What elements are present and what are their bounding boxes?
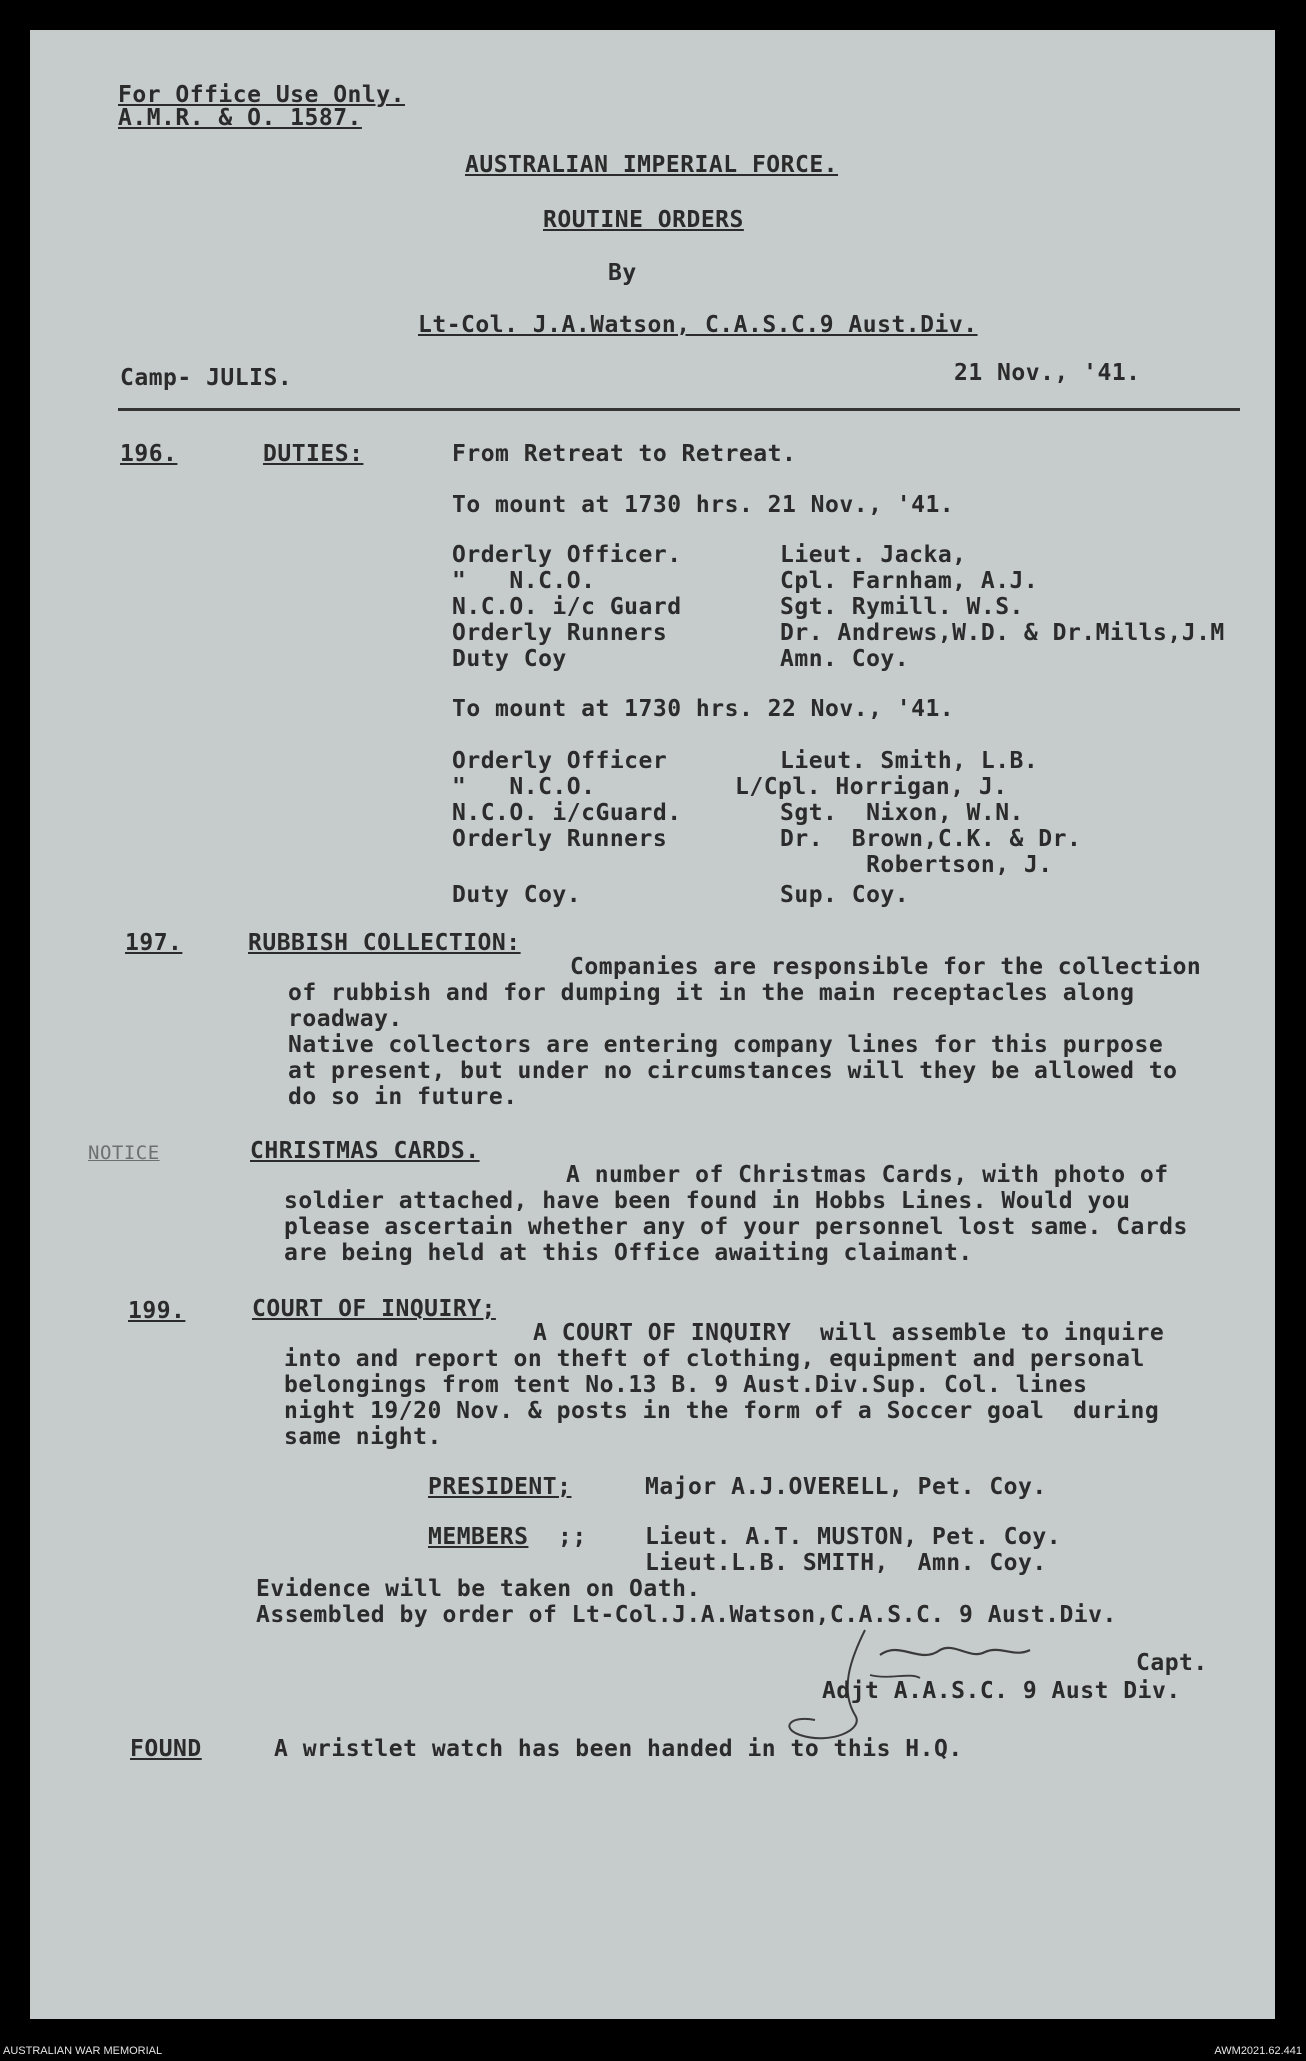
roster-2-name: Robertson, J. <box>780 852 1053 878</box>
order-197-line: Companies are responsible for the collection <box>570 954 1202 980</box>
roster-1-name: Sgt. Rymill. W.S. <box>780 594 1024 620</box>
order-199-heading: COURT OF INQUIRY; <box>252 1296 496 1322</box>
roster-1-name: Dr. Andrews,W.D. & Dr.Mills,J.M <box>780 620 1225 646</box>
notice-number: NOTICE <box>88 1142 160 1164</box>
roster-2-role: Duty Coy. <box>452 882 582 908</box>
order-197-line: of rubbish and for dumping it in the main receptacles along <box>288 980 1135 1006</box>
footer-accession-number: AWM2021.62.441 <box>1214 2045 1302 2057</box>
roster-1-role: Orderly Runners <box>452 620 668 646</box>
order-196-intro: From Retreat to Retreat. <box>452 441 797 467</box>
camp-name: Camp- JULIS. <box>120 365 293 391</box>
notice-line: are being held at this Office awaiting claimant. <box>284 1240 973 1266</box>
issued-by-label: By <box>608 260 637 286</box>
order-196-mount-2: To mount at 1730 hrs. 22 Nov., '41. <box>452 696 955 722</box>
found-heading: FOUND <box>130 1736 202 1762</box>
signature-appointment: Adjt A.A.S.C. 9 Aust Div. <box>822 1678 1181 1704</box>
order-197-line: at present, but under no circumstances will they be allowed to <box>288 1058 1178 1084</box>
members-label: MEMBERS <box>428 1524 529 1550</box>
order-197-line: do so in future. <box>288 1084 518 1110</box>
roster-1-name: Lieut. Jacka, <box>780 542 967 568</box>
notice-line: soldier attached, have been found in Hobbs Lines. Would you <box>284 1188 1131 1214</box>
notice-line: A number of Christmas Cards, with photo of <box>566 1162 1169 1188</box>
roster-1-name: Amn. Coy. <box>780 646 910 672</box>
header-rule <box>118 408 1240 411</box>
roster-2-role: Orderly Officer <box>452 748 668 774</box>
order-199-line: same night. <box>284 1424 442 1450</box>
roster-1-role: N.C.O. i/c Guard <box>452 594 682 620</box>
roster-2-name: Lieut. Smith, L.B. <box>780 748 1039 774</box>
order-197-line: Native collectors are entering company lines for this purpose <box>288 1032 1164 1058</box>
member-2: Lieut.L.B. SMITH, Amn. Coy. <box>645 1550 1047 1576</box>
notice-heading: CHRISTMAS CARDS. <box>250 1138 480 1164</box>
found-text: A wristlet watch has been handed in to this H.Q. <box>274 1736 963 1762</box>
roster-1-name: Cpl. Farnham, A.J. <box>780 568 1039 594</box>
evidence-line: Evidence will be taken on Oath. <box>256 1576 701 1602</box>
roster-2-role: N.C.O. i/cGuard. <box>452 800 682 826</box>
order-197-heading: RUBBISH COLLECTION: <box>248 930 521 956</box>
signature-rank: Capt. <box>1136 1650 1208 1676</box>
document-title: AUSTRALIAN IMPERIAL FORCE. <box>465 152 839 178</box>
order-196-number: 196. <box>120 441 178 467</box>
document-subtitle: ROUTINE ORDERS <box>543 207 744 233</box>
document-page <box>30 30 1275 2019</box>
roster-1-role: " N.C.O. <box>452 568 596 594</box>
issuing-officer: Lt-Col. J.A.Watson, C.A.S.C.9 Aust.Div. <box>418 312 978 338</box>
order-197-line: roadway. <box>288 1006 403 1032</box>
footer-institution: AUSTRALIAN WAR MEMORIAL <box>3 2045 163 2057</box>
order-199-line: belongings from tent No.13 B. 9 Aust.Div.Sup. Col. lines <box>284 1372 1088 1398</box>
assembled-line: Assembled by order of Lt-Col.J.A.Watson,C.A.S.C. 9 Aust.Div. <box>256 1602 1117 1628</box>
order-199-number: 199. <box>128 1298 186 1324</box>
order-196-heading: DUTIES: <box>263 441 364 467</box>
office-use-line-1: For Office Use Only. <box>118 82 405 108</box>
order-199-line: into and report on theft of clothing, equipment and personal <box>284 1346 1145 1372</box>
order-199-line: A COURT OF INQUIRY will assemble to inquire <box>533 1320 1165 1346</box>
order-197-number: 197. <box>125 930 183 956</box>
roster-2-name: Sgt. Nixon, W.N. <box>780 800 1024 826</box>
members-separator: ;; <box>558 1524 587 1550</box>
roster-2-name: L/Cpl. Horrigan, J. <box>735 774 1008 800</box>
president-name: Major A.J.OVERELL, Pet. Coy. <box>645 1474 1047 1500</box>
roster-2-role: " N.C.O. <box>452 774 596 800</box>
notice-line: please ascertain whether any of your personnel lost same. Cards <box>284 1214 1188 1240</box>
order-196-mount-1: To mount at 1730 hrs. 21 Nov., '41. <box>452 492 955 518</box>
roster-2-name: Dr. Brown,C.K. & Dr. <box>780 826 1082 852</box>
roster-1-role: Duty Coy <box>452 646 567 672</box>
office-use-line-2: A.M.R. & O. 1587. <box>118 105 362 131</box>
roster-2-name: Sup. Coy. <box>780 882 910 908</box>
roster-2-role: Orderly Runners <box>452 826 668 852</box>
roster-1-role: Orderly Officer. <box>452 542 682 568</box>
order-199-line: night 19/20 Nov. & posts in the form of a Soccer goal during <box>284 1398 1160 1424</box>
member-1: Lieut. A.T. MUSTON, Pet. Coy. <box>645 1524 1062 1550</box>
president-label: PRESIDENT; <box>428 1474 572 1500</box>
document-date: 21 Nov., '41. <box>954 360 1141 386</box>
